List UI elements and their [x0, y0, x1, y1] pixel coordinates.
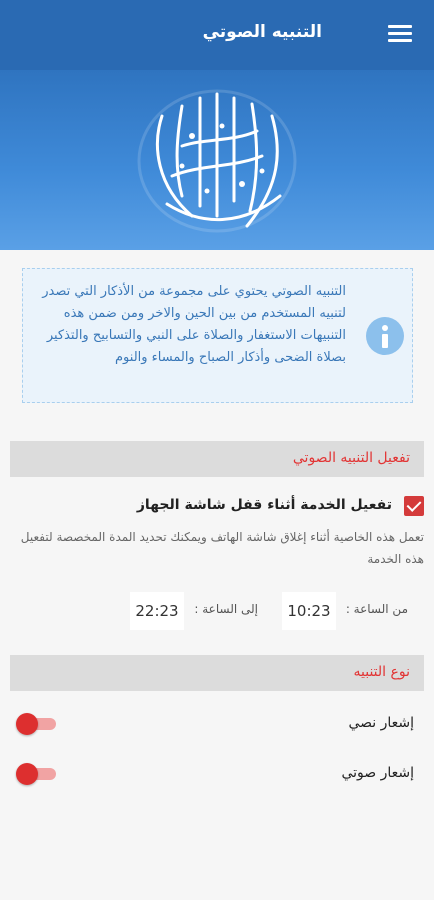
text-notification-label: إشعار نصي: [348, 715, 414, 731]
info-text: التنبيه الصوتي يحتوي على مجموعة من الأذكار التي تصدر لتنبيه المستخدم من بين الحين والاخر ومن ضمن هذه التنبيهات الاستغفار والصلاة على النبي والتسابيح والتذكير بصلاة الضحى وأذكار الصباح والمساء والنوم: [42, 284, 346, 365]
lock-screen-option[interactable]: [10, 494, 424, 520]
from-time-label: من الساعة :: [345, 602, 408, 616]
text-notification-toggle[interactable]: [16, 716, 56, 732]
sound-notification-row: [10, 760, 424, 790]
hamburger-menu-icon[interactable]: [388, 25, 412, 45]
page-title: التنبيه الصوتي: [202, 22, 322, 42]
activation-section-title: تفعيل التنبيه الصوتي: [292, 450, 410, 466]
sound-notification-toggle[interactable]: [16, 766, 56, 782]
header-banner: [0, 70, 434, 250]
alert-type-section-title: نوع التنبيه: [353, 664, 410, 680]
text-notification-row: [10, 710, 424, 740]
activation-section-header: [10, 441, 424, 477]
alert-type-section-header: [10, 655, 424, 691]
info-icon: [366, 317, 404, 355]
sound-notification-label: إشعار صوتي: [341, 765, 414, 781]
lock-screen-checkbox[interactable]: [404, 496, 424, 516]
from-time-field[interactable]: 10:23: [282, 592, 336, 630]
to-time-field[interactable]: 22:23: [130, 592, 184, 630]
info-box: [22, 268, 413, 403]
app-bar: [0, 0, 434, 70]
calligraphy-logo: [122, 76, 312, 246]
activation-description: تعمل هذه الخاصية أثناء إغلاق شاشة الهاتف ويمكنك تحديد المدة المخصصة لتفعيل هذه الخدمة: [20, 530, 424, 566]
to-time-label: إلى الساعة :: [194, 602, 258, 616]
lock-screen-checkbox-label: تفعيل الخدمة أثناء قفل شاشة الجهاز: [136, 497, 392, 513]
